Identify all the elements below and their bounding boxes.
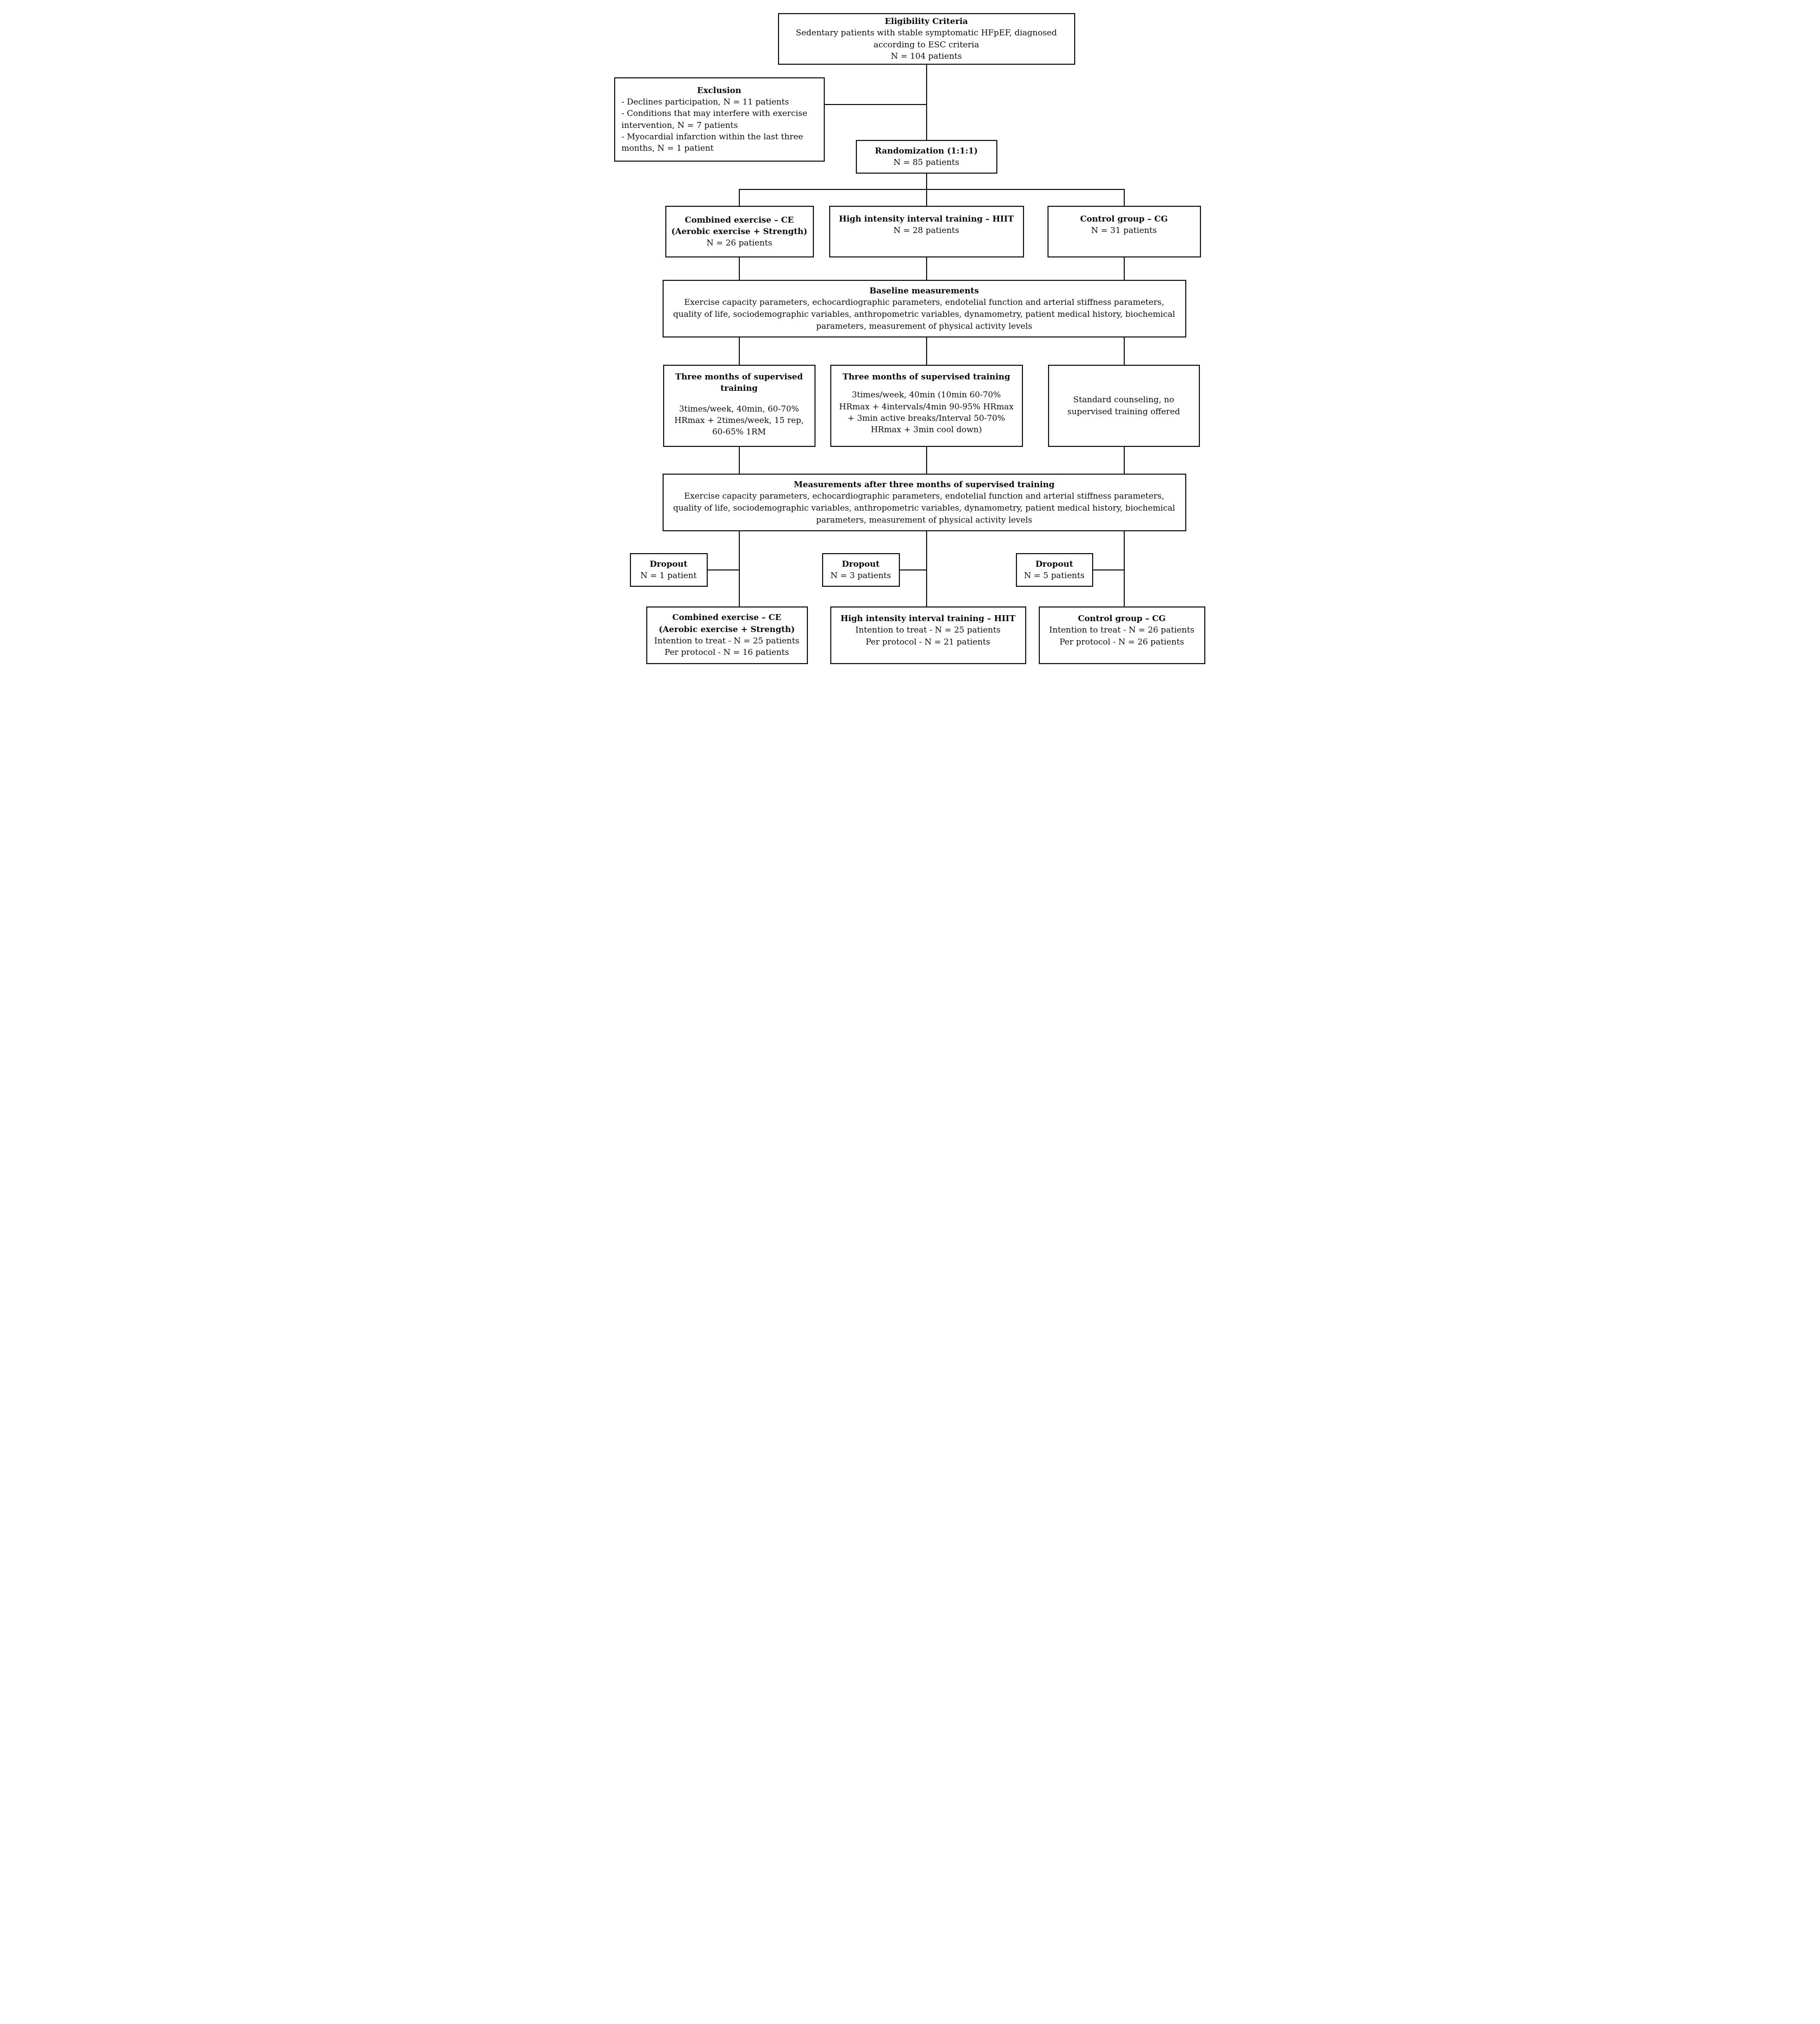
randomization-box — [856, 140, 997, 174]
randomization-count: N = 85 patients — [893, 157, 959, 167]
connector-baseline-training-hiit — [926, 338, 927, 365]
post-measurements-title: Measurements after three months of supervised training — [793, 479, 1055, 489]
training-cg-body: Standard counseling, no supervised training offered — [1067, 395, 1180, 416]
exclusion-box — [614, 77, 825, 162]
connector-cg-baseline — [1124, 257, 1125, 280]
dropout-hiit-count: N = 3 patients — [830, 571, 891, 580]
connector-training-post-hiit — [926, 447, 927, 474]
connector-hiit-baseline — [926, 257, 927, 280]
connector-post-final-hiit — [926, 531, 927, 606]
exclusion-item-3: - Myocardial infarction within the last three months, N = 1 patient — [621, 131, 804, 154]
exclusion-title: Exclusion — [697, 85, 742, 95]
final-hiit-pp: Per protocol - N = 21 patients — [866, 636, 990, 647]
connector-post-final-ce — [739, 531, 740, 606]
group-ce-subtitle: (Aerobic exercise + Strength) — [671, 226, 808, 236]
final-hiit-title: High intensity interval training – HIIT — [840, 614, 1016, 623]
final-ce-title: Combined exercise – CE — [672, 612, 782, 623]
final-cg-itt: Intention to treat - N = 26 patients — [1049, 625, 1194, 635]
dropout-ce-title: Dropout — [649, 559, 688, 569]
group-hiit-count: N = 28 patients — [893, 225, 959, 236]
final-cg-box — [1039, 606, 1205, 664]
eligibility-criteria-box — [778, 13, 1075, 65]
eligibility-count: N = 104 patients — [891, 51, 962, 61]
dropout-hiit-title: Dropout — [842, 559, 880, 569]
exclusion-item-2: - Conditions that may interfere with exercise intervention, N = 7 patients — [621, 108, 807, 130]
training-ce-title: Three months of supervised training — [675, 372, 803, 394]
baseline-body: Exercise capacity parameters, echocardiographic parameters, endotelial function and arterial stiffness parameters, quality of life, sociodemographic variables, anthropometric variables, dynamometry, patient medical history, biochemical parameters, measurement of physical activity levels — [673, 297, 1175, 331]
connector-eligibility-randomization — [926, 65, 927, 140]
training-hiit-body: 3times/week, 40min (10min 60-70% HRmax + 4intervals/4min 90-95% HRmax + 3min active breaks/Interval 50-70% HRmax + 3min cool down) — [839, 390, 1014, 435]
training-hiit-box — [830, 365, 1023, 447]
consort-flow-diagram — [607, 0, 1214, 674]
final-hiit-itt: Intention to treat - N = 25 patients — [855, 625, 1001, 635]
group-ce-title: Combined exercise – CE — [684, 214, 794, 225]
connector-branch-hiit — [926, 189, 927, 206]
dropout-cg-title: Dropout — [1035, 559, 1074, 569]
eligibility-title: Eligibility Criteria — [885, 16, 968, 26]
connector-post-final-cg — [1124, 531, 1125, 606]
group-cg-count: N = 31 patients — [1091, 225, 1157, 236]
connector-ce-baseline — [739, 257, 740, 280]
post-measurements-body: Exercise capacity parameters, echocardiographic parameters, endotelial function and arterial stiffness parameters, quality of life, sociodemographic variables, anthropometric variables, dynamometry, patient medical history, biochemical parameters, measurement of physical activity levels — [673, 491, 1175, 525]
group-cg-box — [1047, 206, 1201, 257]
training-hiit-title: Three months of supervised training — [842, 372, 1010, 382]
connector-training-post-cg — [1124, 447, 1125, 474]
connector-dropout-ce-stub — [708, 569, 739, 571]
training-ce-box — [663, 365, 816, 447]
dropout-cg-box — [1016, 553, 1093, 587]
dropout-hiit-box — [822, 553, 900, 587]
eligibility-body: Sedentary patients with stable symptomatic HFpEF, diagnosed according to ESC criteria — [795, 28, 1057, 50]
baseline-title: Baseline measurements — [869, 285, 979, 296]
group-hiit-title: High intensity interval training – HIIT — [838, 214, 1014, 224]
final-cg-pp: Per protocol - N = 26 patients — [1059, 636, 1184, 647]
final-ce-pp: Per protocol - N = 16 patients — [664, 647, 789, 658]
post-measurements-box — [663, 474, 1186, 531]
randomization-title: Randomization (1:1:1) — [874, 145, 978, 156]
exclusion-item-1: - Declines participation, N = 11 patients — [621, 96, 789, 107]
final-cg-title: Control group – CG — [1077, 614, 1166, 623]
connector-baseline-training-cg — [1124, 338, 1125, 365]
final-hiit-box — [830, 606, 1026, 664]
connector-dropout-hiit-stub — [900, 569, 926, 571]
connector-training-post-ce — [739, 447, 740, 474]
dropout-ce-count: N = 1 patient — [640, 571, 697, 580]
group-cg-title: Control group – CG — [1080, 214, 1168, 224]
final-ce-box — [646, 606, 808, 664]
group-hiit-box — [829, 206, 1024, 257]
group-ce-box — [665, 206, 814, 257]
dropout-ce-box — [630, 553, 708, 587]
training-cg-box — [1048, 365, 1200, 447]
connector-exclusion-stub — [825, 104, 927, 105]
connector-randomization-branch — [926, 174, 927, 189]
connector-dropout-cg-stub — [1093, 569, 1124, 571]
training-ce-body: 3times/week, 40min, 60-70% HRmax + 2times/week, 15 rep, 60-65% 1RM — [674, 403, 804, 437]
dropout-cg-count: N = 5 patients — [1024, 571, 1085, 580]
connector-branch-cg — [1124, 189, 1125, 206]
final-ce-itt: Intention to treat - N = 25 patients — [654, 636, 800, 646]
final-ce-subtitle: (Aerobic exercise + Strength) — [658, 624, 795, 634]
connector-baseline-training-ce — [739, 338, 740, 365]
connector-branch-bar — [739, 189, 1125, 190]
group-ce-count: N = 26 patients — [706, 238, 773, 248]
connector-branch-ce — [739, 189, 740, 206]
baseline-measurements-box — [663, 280, 1186, 338]
